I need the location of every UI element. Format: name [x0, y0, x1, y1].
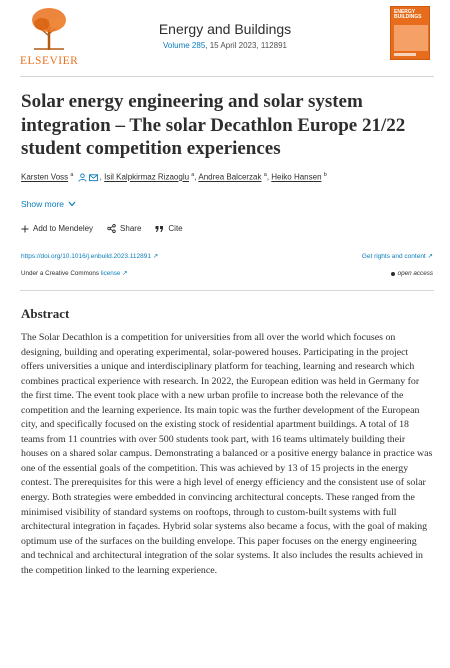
license-info	[21, 270, 433, 277]
author-affiliation[interactable]: a	[191, 172, 195, 178]
doi-link[interactable]: https://doi.org/10.1016/j.enbuild.2023.112891 ↗	[21, 253, 159, 260]
cite-label: Cite	[168, 224, 183, 233]
journal-title[interactable]: Energy and Buildings	[158, 21, 292, 37]
author-link[interactable]: Karsten Voss	[21, 172, 69, 182]
author-affiliation[interactable]: b	[323, 172, 327, 178]
author-link[interactable]: Heiko Hansen	[271, 172, 322, 182]
quote-icon	[155, 225, 164, 233]
share-button[interactable]	[107, 224, 141, 233]
issue-date: , 15 April 2023, 112891	[205, 41, 287, 50]
add-to-mendeley-button[interactable]	[21, 224, 93, 233]
author-list: Karsten Voss $^a$ , Isil Kalpkirmaz Rizaoglu $^a$, Andrea Balcerzak $^a$, Heiko Hansen $^b$	[21, 172, 327, 182]
license-link[interactable]: license ↗	[100, 270, 128, 277]
journal-header	[0, 0, 450, 74]
plus-icon	[21, 225, 29, 233]
header-divider	[20, 76, 434, 77]
chevron-down-icon	[68, 201, 76, 207]
abstract-text: The Solar Decathlon is a competition for universities from all over the world which focuses on designing, building and operating experimental, solar-powered houses. Participating in the project offers universities a unique and interdisciplinary platform for teaching, learning and research which combines practical experience with research. In 2022, the European edition was held in Germany for the first time. The event took place with a new urban profile to increase both the relevance of the competition and the learning experience. Its main topic was the further development of the European city, and specifically focused on the existing stock of residential apartment buildings. A total of 18 teams from 11 countries with over 500 students took part, with 16 teams ultimately building their houses on a shared solar campus. Demonstrating a balanced or a positive energy balance in practice was one of the essential goals of the competition. This was achieved by 13 of 15 projects in the energy contest. The prerequisites for this were a high level of energy efficiency and the consistent use of solar energy. Both strategies were embedded in convincing architectural concepts. These ranged from the minimised visibility of standard systems on rooftops, through to custom-built systems with full architectural integration in façades. Hybrid solar systems also became a focus, with the goal of making optimum use of the surfaces on the building envelope. This paper focuses on the energy engineering and technical and architectural integration of the solar systems. It also includes the results achieved in the competition linked to the learning experience.	[21, 332, 433, 576]
article-actions	[21, 224, 183, 233]
open-access-dot-icon	[391, 272, 395, 276]
cover-graphic-bar	[394, 53, 416, 56]
cover-title: ENERGY BUILDINGS	[394, 9, 422, 20]
share-icon	[107, 224, 116, 233]
cite-button[interactable]	[155, 224, 182, 233]
journal-volume-info	[0, 41, 450, 50]
show-more-label: Show more	[21, 199, 64, 209]
publisher-name: ELSEVIER	[20, 55, 79, 67]
person-icon[interactable]	[78, 173, 87, 182]
author-link[interactable]: Andrea Balcerzak	[198, 172, 262, 182]
open-access-label: open access	[397, 270, 433, 277]
author-affiliation[interactable]: a	[70, 172, 74, 178]
author-affiliation[interactable]: a	[263, 172, 267, 178]
email-icon[interactable]	[89, 173, 98, 182]
journal-cover-thumbnail[interactable]	[390, 6, 430, 60]
article-title: Solar energy engineering and solar system integration – The solar Decathlon Europe 21/22 student competition experiences	[21, 91, 406, 159]
article-links	[21, 252, 433, 260]
share-label: Share	[120, 224, 142, 233]
abstract-heading: Abstract	[21, 306, 70, 321]
rights-content-link[interactable]: Get rights and content ↗	[361, 253, 433, 260]
add-to-mendeley-label: Add to Mendeley	[33, 224, 94, 233]
show-more-toggle[interactable]	[21, 199, 76, 209]
license-prefix: Under a Creative Commons	[21, 270, 101, 277]
cover-graphic	[394, 25, 428, 51]
author-contact-icons	[78, 173, 98, 182]
license-text	[21, 270, 127, 277]
open-access-badge	[391, 270, 433, 277]
section-divider	[20, 290, 434, 291]
volume-link[interactable]: Volume 285	[163, 41, 206, 50]
author-link[interactable]: Isil Kalpkirmaz Rizaoglu	[104, 172, 190, 182]
